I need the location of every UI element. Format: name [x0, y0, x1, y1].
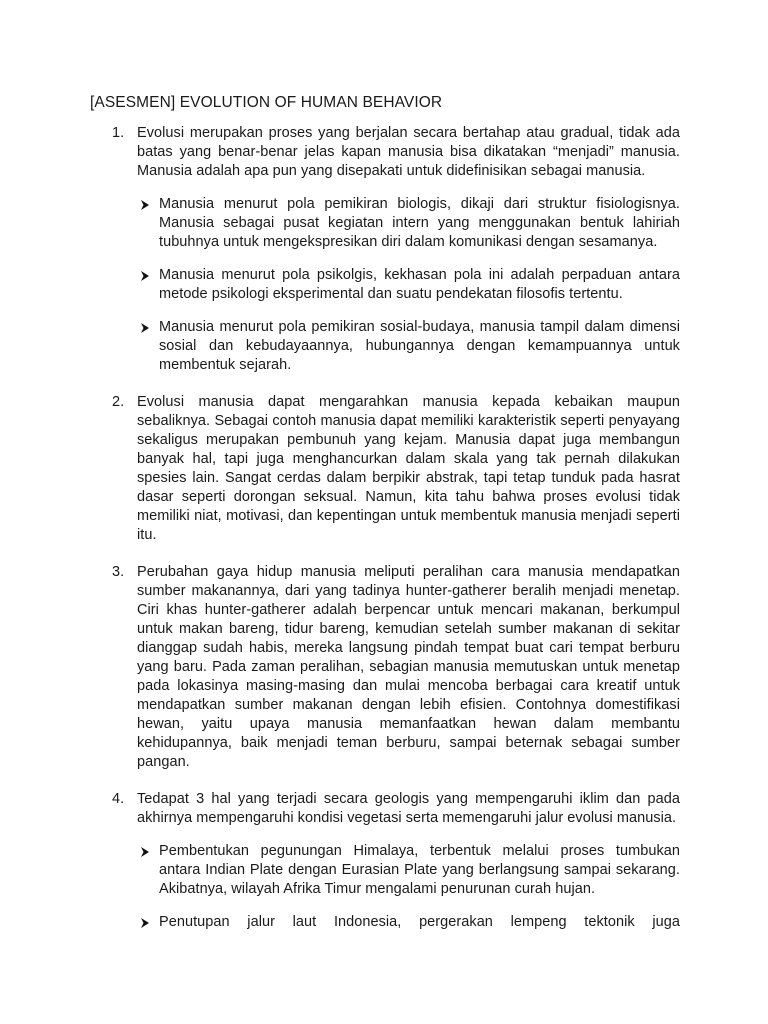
list-number: 1. [112, 125, 125, 141]
sub-paragraph: Penutupan jalur laut Indonesia, pergerakan lempeng tektonik juga [159, 914, 680, 930]
arrowhead-bullet-icon [140, 271, 150, 281]
sub-paragraph: Manusia menurut pola psikolgis, kekhasan pola ini adalah perpaduan antara metode psikologi eksperimental dan suatu pendekatan filosofis tertentu. [159, 267, 680, 302]
sub-paragraph: Pembentukan pegunungan Himalaya, terbentuk melalui proses tumbukan antara Indian Plate dengan Eurasian Plate yang berlangsung sampai sekarang. Akibatnya, wilayah Afrika Timur mengalami penurunan curah hujan. [159, 843, 680, 897]
list-number: 3. [112, 564, 125, 580]
list-number: 2. [112, 394, 125, 410]
arrowhead-bullet-icon [140, 847, 150, 857]
list-number: 4. [112, 791, 125, 807]
sub-item [137, 842, 680, 899]
document-title: [ASESMEN] EVOLUTION OF HUMAN BEHAVIOR [90, 94, 443, 111]
arrowhead-bullet-icon [140, 200, 150, 210]
numbered-list [90, 124, 680, 950]
paragraph: Perubahan gaya hidup manusia meliputi peralihan cara manusia mendapatkan sumber makanannya, dari yang tadinya hunter-gatherer beralih menjadi menetap. Ciri khas hunter-gatherer adalah berpencar untuk mencari makanan, berkumpul untuk makan bareng, tidur bareng, kemudian setelah sumber makanan di sekitar dianggap sudah habis, mereka langsung pindah tempat buat cari tempat berburu yang baru. Pada zaman peralihan, sebagian manusia memutuskan untuk menetap pada lokasinya masing-masing dan mulai mencoba berbagai cara kreatif untuk mendapatkan sumber makanan dengan lebih efisien. Contohnya domestifikasi hewan, yaitu upaya manusia memanfaatkan hewan dalam membantu kehidupannya, baik menjadi teman berburu, sampai beternak sebagai sumber pangan. [137, 564, 680, 770]
sub-item [137, 318, 680, 375]
paragraph: Evolusi manusia dapat mengarahkan manusia kepada kebaikan maupun sebaliknya. Sebagai contoh manusia dapat memiliki karakteristik seperti penyayang sekaligus merupakan pembunuh yang kejam. Manusia dapat juga membangun banyak hal, tapi juga menghancurkan dalam skala yang tak pernah dilakukan spesies lain. Sangat cerdas dalam berpikir abstrak, tapi tetap tunduk pada hasrat dasar seperti dorongan seksual. Namun, kita tahu bahwa proses evolusi tidak memiliki niat, motivasi, dan kepentingan untuk membentuk manusia menjadi seperti itu. [137, 394, 680, 543]
sub-item [137, 195, 680, 252]
paragraph: Tedapat 3 hal yang terjadi secara geologis yang mempengaruhi iklim dan pada akhirnya mempengaruhi kondisi vegetasi serta memengaruhi jalur evolusi manusia. [137, 791, 680, 826]
sub-item [137, 913, 680, 932]
list-item-3 [90, 563, 680, 772]
list-item-1 [90, 124, 680, 375]
arrowhead-bullet-icon [140, 323, 150, 333]
list-item-4 [90, 790, 680, 932]
sub-paragraph: Manusia menurut pola pemikiran sosial-budaya, manusia tampil dalam dimensi sosial dan kebudayaannya, hubungannya dengan kemampuannya untuk membentuk sejarah. [159, 319, 680, 373]
arrowhead-bullet-icon [140, 918, 150, 928]
sub-paragraph: Manusia menurut pola pemikiran biologis, dikaji dari struktur fisiologisnya. Manusia sebagai pusat kegiatan intern yang menggunakan bentuk lahiriah tubuhnya untuk mengekspresikan diri dalam komunikasi dengan sesamanya. [159, 196, 680, 250]
list-item-2 [90, 393, 680, 545]
sub-item [137, 266, 680, 304]
paragraph: Evolusi merupakan proses yang berjalan secara bertahap atau gradual, tidak ada batas yang benar-benar jelas kapan manusia bisa dikatakan “menjadi” manusia. Manusia adalah apa pun yang disepakati untuk didefinisikan sebagai manusia. [137, 125, 680, 179]
